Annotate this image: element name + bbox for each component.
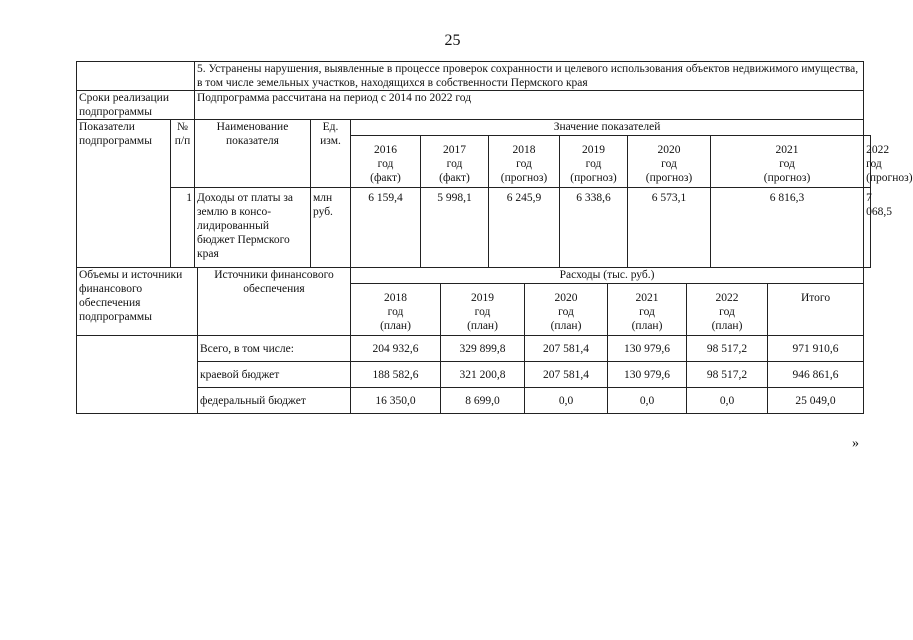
financing-source: краевой бюджет: [198, 362, 351, 388]
financing-value: 204 932,6: [351, 336, 441, 362]
year-2021-header: 2021 год (прогноз): [711, 136, 864, 188]
financing-value: 16 350,0: [351, 388, 441, 414]
terms-value: Подпрограмма рассчитана на период с 2014 по 2022 год: [195, 91, 864, 120]
financing-value: 207 581,4: [525, 362, 608, 388]
plan-2020-header: 2020 год (план): [525, 284, 608, 336]
financing-value: 130 979,6: [608, 362, 687, 388]
indicator-value-2018: 6 245,9: [489, 188, 560, 268]
financing-value: 98 517,2: [687, 362, 768, 388]
plan-2021-header: 2021 год (план): [608, 284, 687, 336]
financing-value: 130 979,6: [608, 336, 687, 362]
indicator-value-2022: 7 068,5: [864, 188, 871, 268]
col-source-header: Источники финансового обеспечения: [198, 268, 351, 336]
financing-label-spacer: [77, 336, 198, 414]
plan-2019-header: 2019 год (план): [441, 284, 525, 336]
plan-2022-header: 2022 год (план): [687, 284, 768, 336]
financing-value: 98 517,2: [687, 336, 768, 362]
total-header: Итого: [768, 284, 864, 336]
col-name-header: Наименование показателя: [195, 120, 311, 188]
passport-table: [76, 61, 913, 414]
indicator-value-2020: 6 573,1: [628, 188, 711, 268]
plan-2018-header: 2018 год (план): [351, 284, 441, 336]
indicator-number: 1: [171, 188, 195, 268]
financing-value: 8 699,0: [441, 388, 525, 414]
financing-value: 0,0: [608, 388, 687, 414]
year-2018-header: 2018 год (прогноз): [489, 136, 560, 188]
financing-value: 188 582,6: [351, 362, 441, 388]
year-2016-header: 2016 год (факт): [351, 136, 421, 188]
indicator-name: Доходы от платы за землю в консо-лидированный бюджет Пермского края: [195, 188, 311, 268]
financing-value: 329 899,8: [441, 336, 525, 362]
financing-value: 0,0: [525, 388, 608, 414]
col-unit-header: Ед. изм.: [311, 120, 351, 188]
closing-quote: »: [852, 436, 859, 451]
financing-value: 207 581,4: [525, 336, 608, 362]
indicator-value-2017: 5 998,1: [421, 188, 489, 268]
financing-total: 25 049,0: [768, 388, 864, 414]
indicators-label: Показатели подпрограммы: [77, 120, 171, 268]
year-2022-header: 2022 год (прогноз): [864, 136, 871, 188]
indicator-value-2016: 6 159,4: [351, 188, 421, 268]
indicator-value-2021: 6 816,3: [711, 188, 864, 268]
financing-source: федеральный бюджет: [198, 388, 351, 414]
financing-label: Объемы и источники финансового обеспечения подпрограммы: [77, 268, 198, 336]
col-number-header: № п/п: [171, 120, 195, 188]
year-2020-header: 2020 год (прогноз): [628, 136, 711, 188]
financing-total: 971 910,6: [768, 336, 864, 362]
col-values-header: Значение показателей: [351, 120, 864, 136]
financing-value: 0,0: [687, 388, 768, 414]
col-expenses-header: Расходы (тыс. руб.): [351, 268, 864, 284]
indicator-value-2019: 6 338,6: [560, 188, 628, 268]
result-item-5: 5. Устранены нарушения, выявленные в процессе проверок сохранности и целевого использования объектов недвижимого имущества, в том числе земельных участков, находящихся в собственности Пермского края: [195, 62, 864, 91]
financing-source: Всего, в том числе:: [198, 336, 351, 362]
terms-label: Сроки реализации подпрограммы: [77, 91, 195, 120]
year-2017-header: 2017 год (факт): [421, 136, 489, 188]
indicator-unit: млн руб.: [311, 188, 351, 268]
empty-label-cell: [77, 62, 195, 91]
page-number: 25: [444, 32, 461, 49]
financing-total: 946 861,6: [768, 362, 864, 388]
year-2019-header: 2019 год (прогноз): [560, 136, 628, 188]
financing-value: 321 200,8: [441, 362, 525, 388]
